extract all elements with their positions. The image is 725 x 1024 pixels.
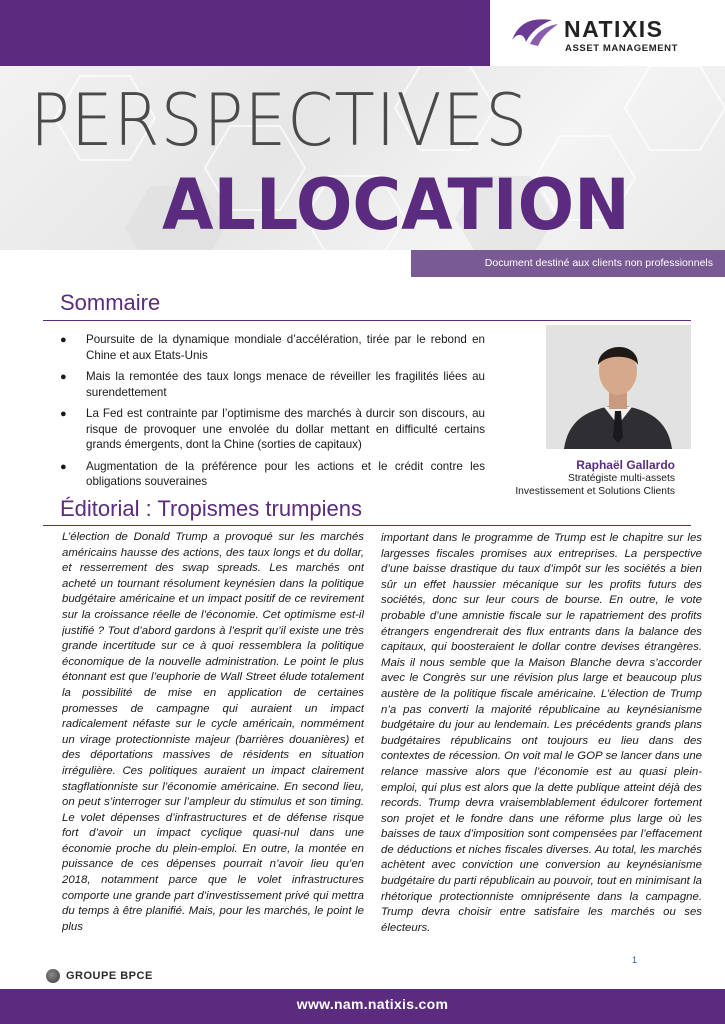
footer-url-link[interactable]: www.nam.natixis.com [296, 996, 449, 1012]
editorial-title: Éditorial : Tropismes trumpiens [60, 496, 362, 521]
list-item: ● Mais la remontée des taux longs menace de réveiller les fragilités liées au surendettement [60, 370, 485, 399]
list-item: ● La Fed est contrainte par l’optimisme des marchés à durcir son discours, au risque de provoquer une envolée du dollar mettant en difficulté certains grands émergents, dont la Chine (sorties de capitaux) [60, 407, 485, 451]
bullet-icon: ● [60, 408, 67, 420]
author-photo [546, 325, 691, 449]
summary-divider [43, 320, 691, 321]
footer-band [0, 989, 725, 1024]
author-role: Stratégiste multi-assets Investissement et Solutions Clients [515, 473, 675, 497]
hero-title-perspectives: PERSPECTIVES [30, 78, 529, 162]
list-item: ● Augmentation de la préférence pour les actions et le crédit contre les obligations souveraines [60, 459, 485, 488]
page-number: 1 [632, 955, 638, 965]
editorial-column-left: L’élection de Donald Trump a provoqué sur les marchés américains hausse des actions, des taux longs et du dollar, et resserrement des swap spreads. Les marchés ont acheté un tournant résolument keynésien dans la politique budgétaire américaine et un impact positif de ce revirement sur la croissance réelle de l’économie. Cet optimisme est-il justifié ? Tout d’abord gardons à l’esprit qu’il existe une très grande incertitude sur ce à quoi ressemblera la politique économique de la nouvelle administration. Le point le plus étonnant est que l’euphorie de Wall Street élude totalement la possibilité de mise en application de certaines promesses de campagne qui auraient un impact radicalement néfaste sur le cycle américain, nommément un virage protectionniste majeur (barrières douanières) et des déportations massives de résidents en situation irrégulière. Ces politiques auraient un impact clairement stagflationniste sur l’économie américaine. En second lieu, on peut s’interroger sur l’ampleur du stimulus et son timing. Le volet dépenses d’infrastructures et de défense risque fort d’avoir un impact cyclique quasi-nul dans une économie proche du plein-emploi. En outre, la montée en puissance de ces dépenses pourrait n’avoir lieu qu’en 2018, notamment parce que le volet infrastructures comporte une grande part d’investissement privé qui mettra du temps à être planifié. Mais, pour les marchés, le point le plus [62, 531, 364, 933]
editorial-column-right: important dans le programme de Trump est le chapitre sur les largesses fiscales promises aux entreprises. La perspective d’une baisse drastique du taux d’impôt sur les sociétés a bien sûr un effet haussier mécanique sur les profits futurs des sociétés, donc sur leur cours de bourse. En outre, le vote probable d’une amnistie fiscale sur le rapatriement des profits étrangers engendrerait des flux entrants dans la balance des capitaux, qui boosteraient le dollar contre devises étrangères. Mais il nous semble que la Maison Blanche devra s’accorder avec le Congrès sur une révision plus large et beaucoup plus austère de la politique fiscale américaine. L’élection de Trump n’a pas converti la majorité républicaine au keynésianisme budgétaire du jour au lendemain. Les précédents grands plans budgétaires républicains ont toujours eu lieu dans des contextes de récession. On voit mal le GOP se lancer dans une relance massive alors que l’économie est au quasi plein-emploi, qui plus est alors que la dette publique atteint déjà des records. Trump devra vraisemblablement édulcorer fortement son projet et le fondre dans une réforme plus large où les baisses de taux d’imposition sont compensées par l’effacement de déductions et niches fiscales diverses. Au total, les marchés achètent avec conviction une conversion au keynésianisme budgétaire du parti républicain au pouvoir, tout en minimisant la rhétorique protectionniste omniprésente dans la campagne. Trump devra choisir entre satisfaire les marchés ou ses électeurs. [381, 532, 702, 934]
bullet-icon: ● [60, 460, 67, 473]
editorial-divider [43, 525, 691, 526]
bpce-mark-icon [46, 969, 60, 983]
summary-title: Sommaire [60, 290, 161, 315]
summary-list [60, 332, 485, 496]
natixis-swirl-icon [508, 14, 560, 48]
brand-name: NATIXIS [564, 16, 664, 42]
brand-subtitle: ASSET MANAGEMENT [565, 43, 679, 54]
bullet-icon: ● [60, 334, 67, 346]
author-name: Raphaël Gallardo [576, 458, 675, 472]
hero-title-allocation: ALLOCATION [162, 164, 630, 246]
header-band [0, 0, 490, 66]
list-item: ● Poursuite de la dynamique mondiale d’accélération, tirée par le rebond en Chine et aux Etats-Unis [60, 333, 485, 362]
groupe-bpce-logo[interactable] [46, 967, 153, 985]
natixis-logo[interactable] [490, 0, 725, 66]
hero-banner [0, 66, 725, 250]
bpce-label: GROUPE BPCE [66, 970, 153, 982]
bullet-icon: ● [60, 371, 67, 383]
audience-note: Document destiné aux clients non professionnels [411, 250, 725, 277]
person-silhouette-icon [546, 325, 691, 449]
